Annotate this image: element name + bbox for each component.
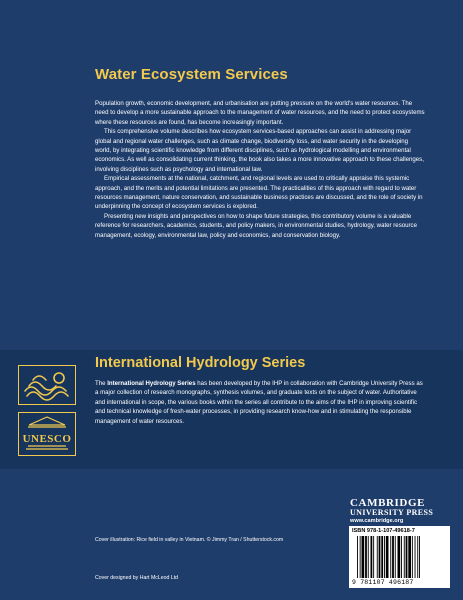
- cover-illustration-credit: Cover illustration: Rice field in valley in Vietnam. © Jimmy Tran / Shutterstock.com: [95, 537, 284, 543]
- isbn-barcode: [349, 526, 450, 588]
- series-lead: The: [95, 380, 108, 387]
- publisher-url: www.cambridge.org: [350, 518, 404, 524]
- publisher-name: CAMBRIDGE: [350, 497, 426, 509]
- book-description: [95, 99, 425, 240]
- unesco-logo-text: UNESCO: [22, 433, 72, 445]
- barcode-digits: 9 781107 496187: [352, 579, 414, 586]
- unesco-logo: [18, 412, 76, 456]
- unesco-temple-icon: [19, 413, 75, 455]
- description-paragraph: Population growth, economic development, and urbanisation are putting pressure on the world's water resources. The need to develop a more sustainable approach to the management of water resources, and the need to protect ecosystems where these resources are found, has become increasingly important.: [95, 100, 425, 126]
- description-paragraph: This comprehensive volume describes how ecosystem services-based approaches can assist in addressing major global and regional water challenges, such as climate change, biodiversity loss, and water security in the developing world, by integrating scientific knowledge from different disciplines, such as hydrological modelling and environmental economics. As well as consolidating current thinking, the book also takes a more innovative approach to these challenges, involving disciplines such as psychology and international law.: [95, 128, 424, 173]
- series-name-bold: International Hydrology Series: [107, 380, 196, 387]
- publisher-block: [350, 497, 450, 524]
- description-paragraph: Presenting new insights and perspectives on how to shape future strategies, this contributory volume is a valuable reference for researchers, academics, students, and policy makers, in environmental studies, hydrology, water resource management, ecology, environmental law, policy and economics, and conservation biology.: [95, 212, 417, 239]
- publisher-subtitle: UNIVERSITY PRESS: [350, 508, 434, 517]
- series-description: [95, 379, 425, 426]
- series-body-text: has been developed by the IHP in collaboration with Cambridge University Press as a major collection of research monographs, synthesis volumes, and graduate texts on the subject of water. Authoritative and international in scope, the various books within the series all contribute to the aims of the IHP in improving scientific and technical knowledge of fresh-water processes, in providing research know-how and in stimulating the responsible management of water resources.: [95, 380, 423, 425]
- series-title: International Hydrology Series: [95, 355, 306, 371]
- description-paragraph: Empirical assessments at the national, catchment, and regional levels are used to critically appraise this systemic approach, and the merits and potential limitations are presented. The practicalities of this approach with regard to water resources management, nature conservation, and sustainable business practices are discussed, and the role of society in underpinning the concept of ecosystem services is explored.: [95, 175, 423, 211]
- ihp-logo: [18, 365, 76, 405]
- ihp-logo-icon: [19, 366, 75, 404]
- isbn-label: ISBN 978-1-107-49618-7: [352, 528, 415, 534]
- book-title: Water Ecosystem Services: [95, 66, 288, 83]
- cover-designer-credit: Cover designed by Hart McLeod Ltd: [95, 575, 179, 581]
